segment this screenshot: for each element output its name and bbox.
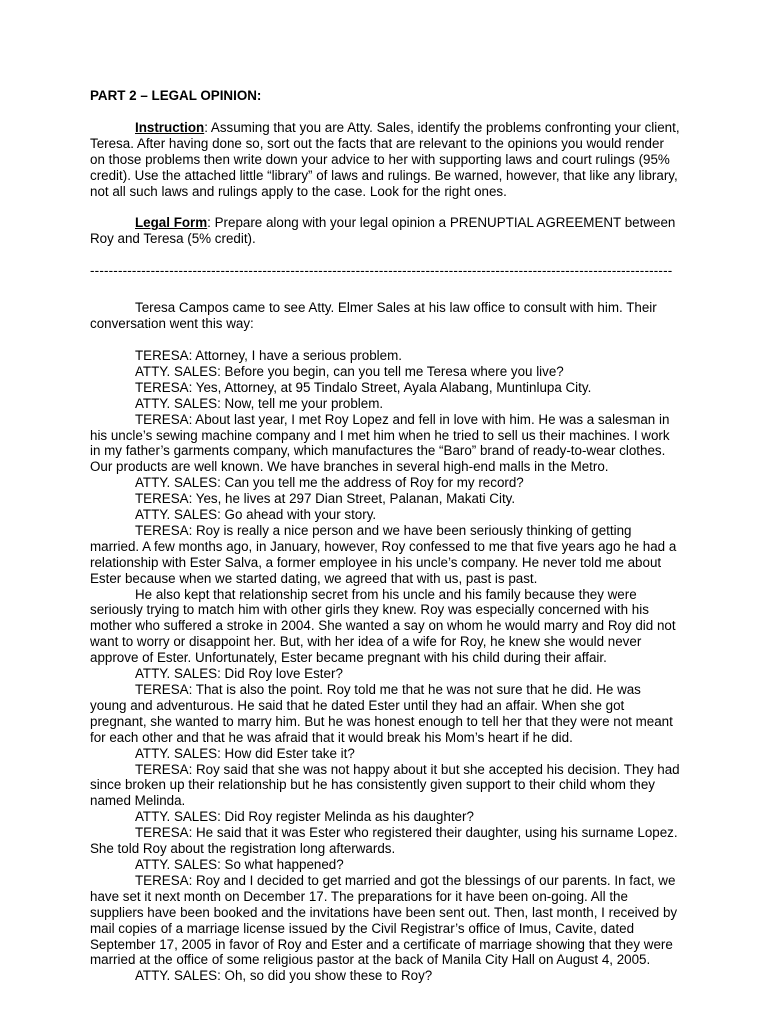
document-page <box>90 88 680 984</box>
dialogue-line: ATTY. SALES: Now, tell me your problem. <box>135 395 384 411</box>
section-divider: ----------------------------------------------------------------------------------------------------------------------------- <box>90 263 673 279</box>
dialogue-line: ATTY. SALES: Can you tell me the address of Roy for my record? <box>135 475 524 491</box>
instruction-label: Instruction <box>135 119 205 135</box>
dialogue-line: TERESA: He said that it was Ester who registered their daughter, using his surname Lopez. She told Roy about the registration long afterwards. <box>90 825 678 857</box>
instruction-text: : Assuming that you are Atty. Sales, identify the problems confronting your client, Teresa. After having done so, sort out the facts that are relevant to the opinions you would render on those problems then write down your advice to her with supporting laws and court rulings (95% credit). Use the attached little “library” of laws and rulings. Be warned, however, that like any library, not all such laws and rulings apply to the case. Look for the right ones. <box>90 119 680 199</box>
dialogue-line: ATTY. SALES: Oh, so did you show these to Roy? <box>135 968 433 984</box>
dialogue-line: ATTY. SALES: Did Roy love Ester? <box>135 666 343 682</box>
instruction-paragraph <box>90 120 680 200</box>
intro-paragraph: Teresa Campos came to see Atty. Elmer Sales at his law office to consult with him. Their conversation went this way: <box>90 300 657 332</box>
legal-form-text: : Prepare along with your legal opinion a PRENUPTIAL AGREEMENT between Roy and Teresa (5% credit). <box>90 215 676 247</box>
dialogue-line: ATTY. SALES: So what happened? <box>135 856 344 872</box>
legal-form-paragraph <box>90 215 680 247</box>
dialogue-line: He also kept that relationship secret from his uncle and his family because they were seriously trying to match him with other girls they knew. Roy was especially concerned with his mother who suffered a stroke in 2004. She wanted a say on whom he would marry and Roy did not want to worry or disappoint her. But, with her idea of a wife for Roy, he knew she would never approve of Ester. Unfortunately, Ester became pregnant with his child during their affair. <box>90 586 676 666</box>
legal-form-label: Legal Form <box>135 215 208 231</box>
dialogue-line: TERESA: Yes, he lives at 297 Dian Street, Palanan, Makati City. <box>135 491 516 507</box>
dialogue-line: TERESA: Roy said that she was not happy about it but she accepted his decision. They had since broken up their relationship but he has consistently given support to their child whom they named Melinda. <box>90 761 680 809</box>
dialogue-line: TERESA: Roy is really a nice person and we have been seriously thinking of getting married. A few months ago, in January, however, Roy confessed to me that five years ago he had a relationship with Ester Salva, a former employee in his uncle’s company. He never told me about Ester because when we started dating, we agreed that with us, past is past. <box>90 522 677 586</box>
dialogue-line: ATTY. SALES: How did Ester take it? <box>135 745 355 761</box>
page-title: PART 2 – LEGAL OPINION: <box>90 88 262 103</box>
dialogue-line: TERESA: That is also the point. Roy told me that he was not sure that he did. He was young and adventurous. He said that he dated Ester until they had an affair. When she got pregnant, she wanted to marry him. But he was honest enough to tell her that they were not meant for each other and that he was afraid that it would break his Mom’s heart if he did. <box>90 682 673 745</box>
dialogue-line: ATTY. SALES: Go ahead with your story. <box>135 507 377 523</box>
dialogue-line: TERESA: Yes, Attorney, at 95 Tindalo Street, Ayala Alabang, Muntinlupa City. <box>135 379 592 395</box>
dialogue-line: ATTY. SALES: Did Roy register Melinda as his daughter? <box>135 809 474 825</box>
dialogue-line: ATTY. SALES: Before you begin, can you tell me Teresa where you live? <box>135 363 564 379</box>
dialogue-line: TERESA: About last year, I met Roy Lopez and fell in love with him. He was a salesman in his uncle’s sewing machine company and I met him when he tried to sell us their machines. I work in my father’s garments company, which manufactures the “Baro” brand of ready-to-wear clothes. Our products are well known. We have branches in several high-end malls in the Metro. <box>90 411 670 475</box>
dialogue-line: TERESA: Attorney, I have a serious problem. <box>135 347 402 363</box>
dialogue-line: TERESA: Roy and I decided to get married and got the blessings of our parents. In fact, we have set it next month on December 17. The preparations for it have been on-going. All the suppliers have been booked and the invitations have been sent out. Then, last month, I received by mail copies of a marriage license issued by the Civil Registrar’s office of Imus, Cavite, dated September 17, 2005 in favor of Roy and Ester and a certificate of marriage showing that they were married at the office of some religious pastor at the back of Manila City Hall on August 4, 2005. <box>90 872 678 968</box>
